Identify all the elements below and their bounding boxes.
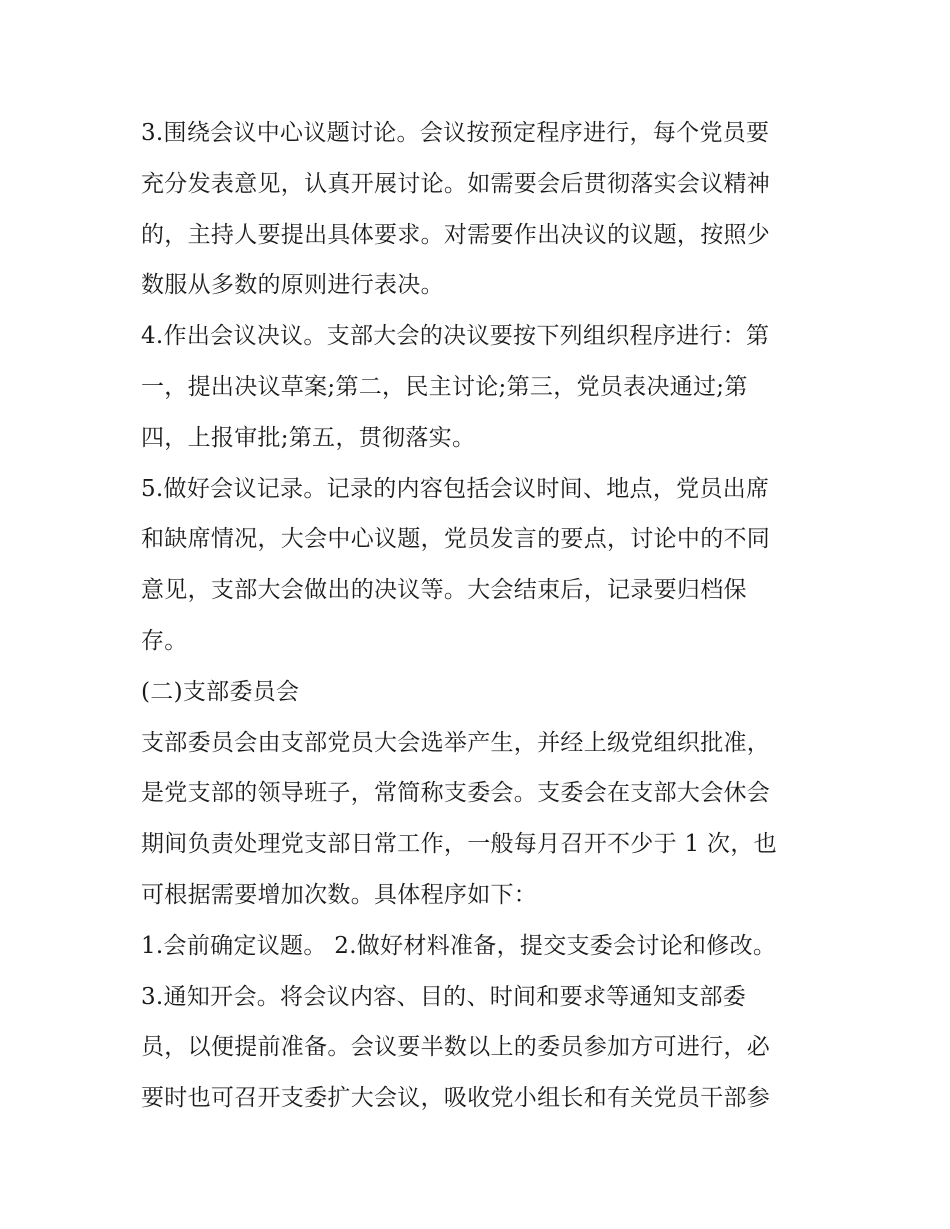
text-line: 3.通知开会。将会议内容、目的、时间和要求等通知支部委 xyxy=(141,983,747,1010)
text-line: 5.做好会议记录。记录的内容包括会议时间、地点，党员出席 xyxy=(141,475,770,502)
text-line: 支部委员会由支部党员大会选举产生，并经上级党组织批准， xyxy=(141,729,771,756)
text-line: 1.会前确定议题。 2.做好材料准备，提交支委会讨论和修改。 xyxy=(141,932,777,959)
text-line: 期间负责处理党支部日常工作，一般每月召开不少于 1 次，也 xyxy=(141,831,777,858)
text-line: 充分发表意见，认真开展讨论。如需要会后贯彻落实会议精神 xyxy=(141,170,771,197)
text-line: 员，以便提前准备。会议要半数以上的委员参加方可进行，必 xyxy=(141,1034,771,1061)
document-body xyxy=(141,108,821,1124)
text-line: 四，上报审批;第五，贯彻落实。 xyxy=(141,424,476,451)
text-line: 3.围绕会议中心议题讨论。会议按预定程序进行，每个党员要 xyxy=(141,120,770,146)
text-line: 的，主持人要提出具体要求。对需要作出决议的议题，按照少 xyxy=(141,221,771,248)
text-line: 意见，支部大会做出的决议等。大会结束后，记录要归档保 xyxy=(141,577,747,604)
section-heading: (二)支部委员会 xyxy=(141,678,300,705)
text-line: 4.作出会议决议。支部大会的决议要按下列组织程序进行：第 xyxy=(141,323,770,350)
text-line: 存。 xyxy=(141,627,188,654)
text-line: 是党支部的领导班子，常简称支委会。支委会在支部大会休会 xyxy=(141,780,771,807)
text-line: 数服从多数的原则进行表决。 xyxy=(141,272,444,299)
text-line: 可根据需要增加次数。具体程序如下： xyxy=(141,881,538,908)
text-line: 要时也可召开支委扩大会议，吸收党小组长和有关党员干部参 xyxy=(141,1085,771,1112)
text-line: 一，提出决议草案;第二，民主讨论;第三，党员表决通过;第 xyxy=(141,373,748,400)
text-line: 和缺席情况，大会中心议题，党员发言的要点，讨论中的不同 xyxy=(141,526,771,553)
